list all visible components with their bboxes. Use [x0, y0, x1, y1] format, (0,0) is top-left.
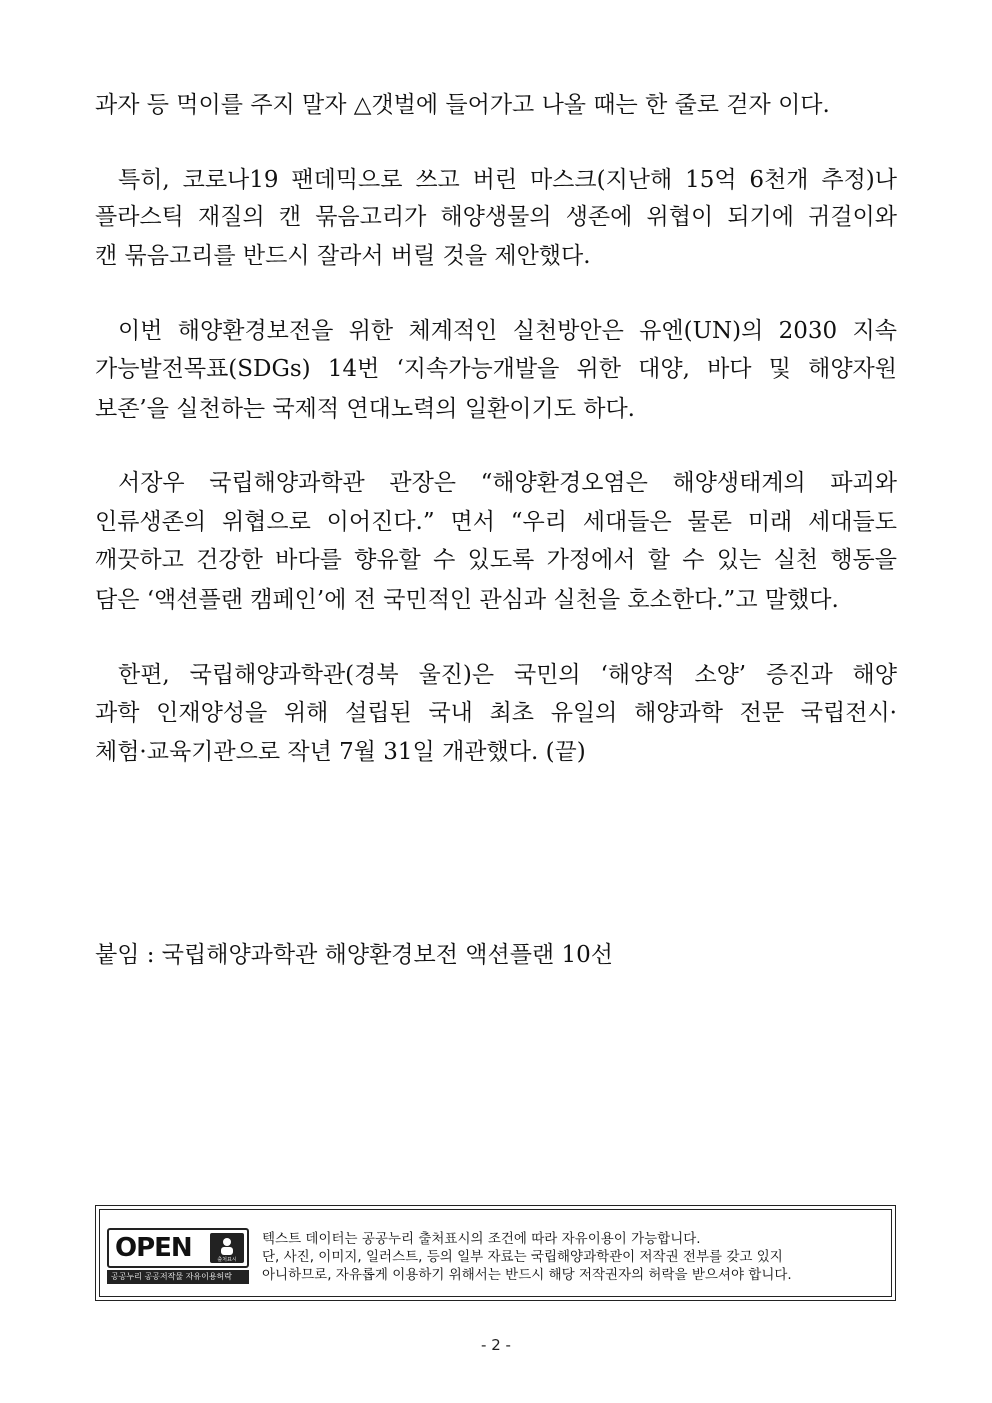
body-line: 캔 묶음고리를 반드시 잘라서 버릴 것을 제안했다. [95, 243, 591, 269]
attribution-icon [210, 1233, 244, 1263]
body-line: 체험·교육기관으로 작년 7월 31일 개관했다. (끝) [95, 739, 586, 765]
badge-label: 출처표시 [217, 1257, 237, 1263]
person-icon [210, 1233, 244, 1263]
license-line: 아니하므로, 자유롭게 이용하기 위해서는 반드시 해당 저작권자의 허락을 받으셔야 합니다. [262, 1267, 792, 1283]
body-line: 깨끗하고 건강한 바다를 향유할 수 있도록 가정에서 할 수 있는 실천 행동을 [95, 547, 897, 573]
body-line: 플라스틱 재질의 캔 묶음고리가 해양생물의 생존에 위협이 되기에 귀걸이와 [95, 204, 897, 230]
open-logo-word: OPEN [115, 1233, 192, 1263]
open-logo-caption: 공공누리 공공저작물 자유이용허락 [107, 1270, 249, 1284]
body-line: 담은 ‘액션플랜 캠페인’에 전 국민적인 관심과 실천을 호소한다.”고 말했다. [95, 587, 839, 613]
body-line: 인류생존의 위협으로 이어진다.” 면서 “우리 세대들은 물론 미래 세대들도 [95, 509, 897, 535]
body-line: 서장우 국립해양과학관 관장은 “해양환경오염은 해양생태계의 파괴와 [118, 470, 897, 496]
page-number: - 2 - [481, 1336, 511, 1354]
body-line: 보존’을 실천하는 국제적 연대노력의 일환이기도 하다. [95, 396, 635, 422]
body-line: 이번 해양환경보전을 위한 체계적인 실천방안은 유엔(UN)의 2030 지속 [118, 318, 897, 344]
body-line: 가능발전목표(SDGs) 14번 ‘지속가능개발을 위한 대양, 바다 및 해양자원 [95, 356, 897, 382]
body-line: 과학 인재양성을 위해 설립된 국내 최초 유일의 해양과학 전문 국립전시· [95, 700, 897, 726]
license-line: 텍스트 데이터는 공공누리 출처표시의 조건에 따라 자유이용이 가능합니다. [262, 1231, 701, 1247]
license-inner-border [99, 1209, 892, 1297]
body-line: 특히, 코로나19 팬데믹으로 쓰고 버린 마스크(지난해 15억 6천개 추정)나 [118, 167, 897, 193]
license-line: 단, 사진, 이미지, 일러스트, 등의 일부 자료는 국립해양과학관이 저작권 전부를 갖고 있지 [262, 1249, 783, 1265]
kogl-license-box [95, 1205, 896, 1301]
body-line: 한편, 국립해양과학관(경북 울진)은 국민의 ‘해양적 소양’ 증진과 해양 [118, 662, 897, 688]
attachment-note: 붙임 : 국립해양과학관 해양환경보전 액션플랜 10선 [95, 942, 613, 968]
kogl-open-logo [107, 1228, 249, 1286]
body-line: 과자 등 먹이를 주지 말자 △갯벌에 들어가고 나올 때는 한 줄로 걷자 이다. [95, 92, 830, 118]
open-logo-frame [107, 1228, 249, 1268]
